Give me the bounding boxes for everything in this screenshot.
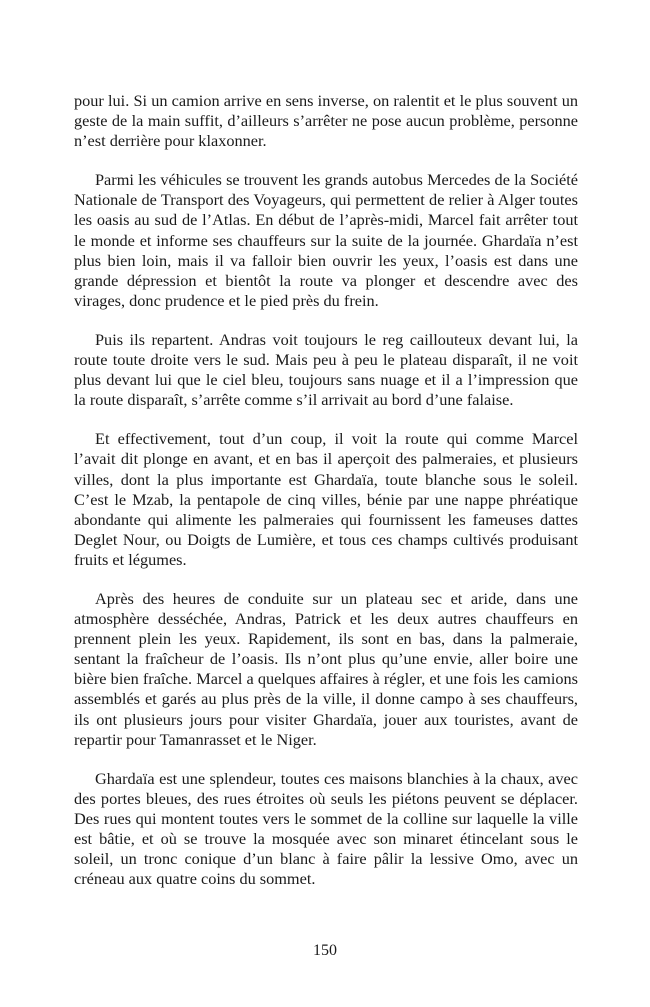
page-number: 150 <box>313 942 337 959</box>
paragraph: Ghardaïa est une splendeur, toutes ces maisons blanchies à la chaux, avec des portes bleues, des rues étroites où seuls les piétons peuvent se déplacer. Des rues qui montent toutes vers le sommet de la colline sur laquelle la ville est bâtie, et où se trouve la mosquée avec son minaret étincelant sous le soleil, un tronc conique d’un blanc à faire pâlir la lessive Omo, avec un créneau aux quatre coins du sommet. <box>74 768 578 889</box>
paragraph-continued: pour lui. Si un camion arrive en sens inverse, on ralentit et le plus souvent un geste de la main suffit, d’ailleurs s’arrêter ne pose aucun problème, personne n’est derrière pour klaxonner. <box>74 91 578 151</box>
body-text <box>74 91 578 908</box>
paragraph: Puis ils repartent. Andras voit toujours le reg caillouteux devant lui, la route toute droite vers le sud. Mais peu à peu le plateau disparaît, il ne voit plus devant lui que le ciel bleu, toujours sans nuage et il a l’impression que la route disparaît, s’arrête comme s’il arrivait au bord d’une falaise. <box>74 329 578 410</box>
paragraph: Parmi les véhicules se trouvent les grands autobus Mercedes de la Société Nationale de Transport des Voyageurs, qui permettent de relier à Alger toutes les oasis au sud de l’Atlas. En début de l’après-midi, Marcel fait arrêter tout le monde et informe ses chauffeurs sur la suite de la journée. Ghardaïa n’est plus bien loin, mais il va falloir bien ouvrir les yeux, l’oasis est dans une grande dépression et bientôt la route va plonger et descendre avec des virages, donc prudence et le pied près du frein. <box>74 170 578 310</box>
paragraph: Et effectivement, tout d’un coup, il voit la route qui comme Marcel l’avait dit plonge en avant, et en bas il aperçoit des palmeraies, et plusieurs villes, dont la plus importante est Ghardaïa, toute blanche sous le soleil. C’est le Mzab, la pentapole de cinq villes, bénie par une nappe phréatique abondante qui alimente les palmeraies qui fournissent les fameuses dattes Deglet Nour, ou Doigts de Lumière, et tous ces champs cultivés produisant fruits et légumes. <box>74 429 578 569</box>
paragraph: Après des heures de conduite sur un plateau sec et aride, dans une atmosphère desséchée, Andras, Patrick et les deux autres chauffeurs en prennent plein les yeux. Rapidement, ils sont en bas, dans la palmeraie, sentant la fraîcheur de l’oasis. Ils n’ont plus qu’une envie, aller boire une bière bien fraîche. Marcel a quelques affaires à régler, et une fois les camions assemblés et garés au plus près de la ville, il donne campo à ses chauffeurs, ils ont plusieurs jours pour visiter Ghardaïa, jouer aux touristes, avant de repartir pour Tamanrasset et le Niger. <box>74 588 578 749</box>
